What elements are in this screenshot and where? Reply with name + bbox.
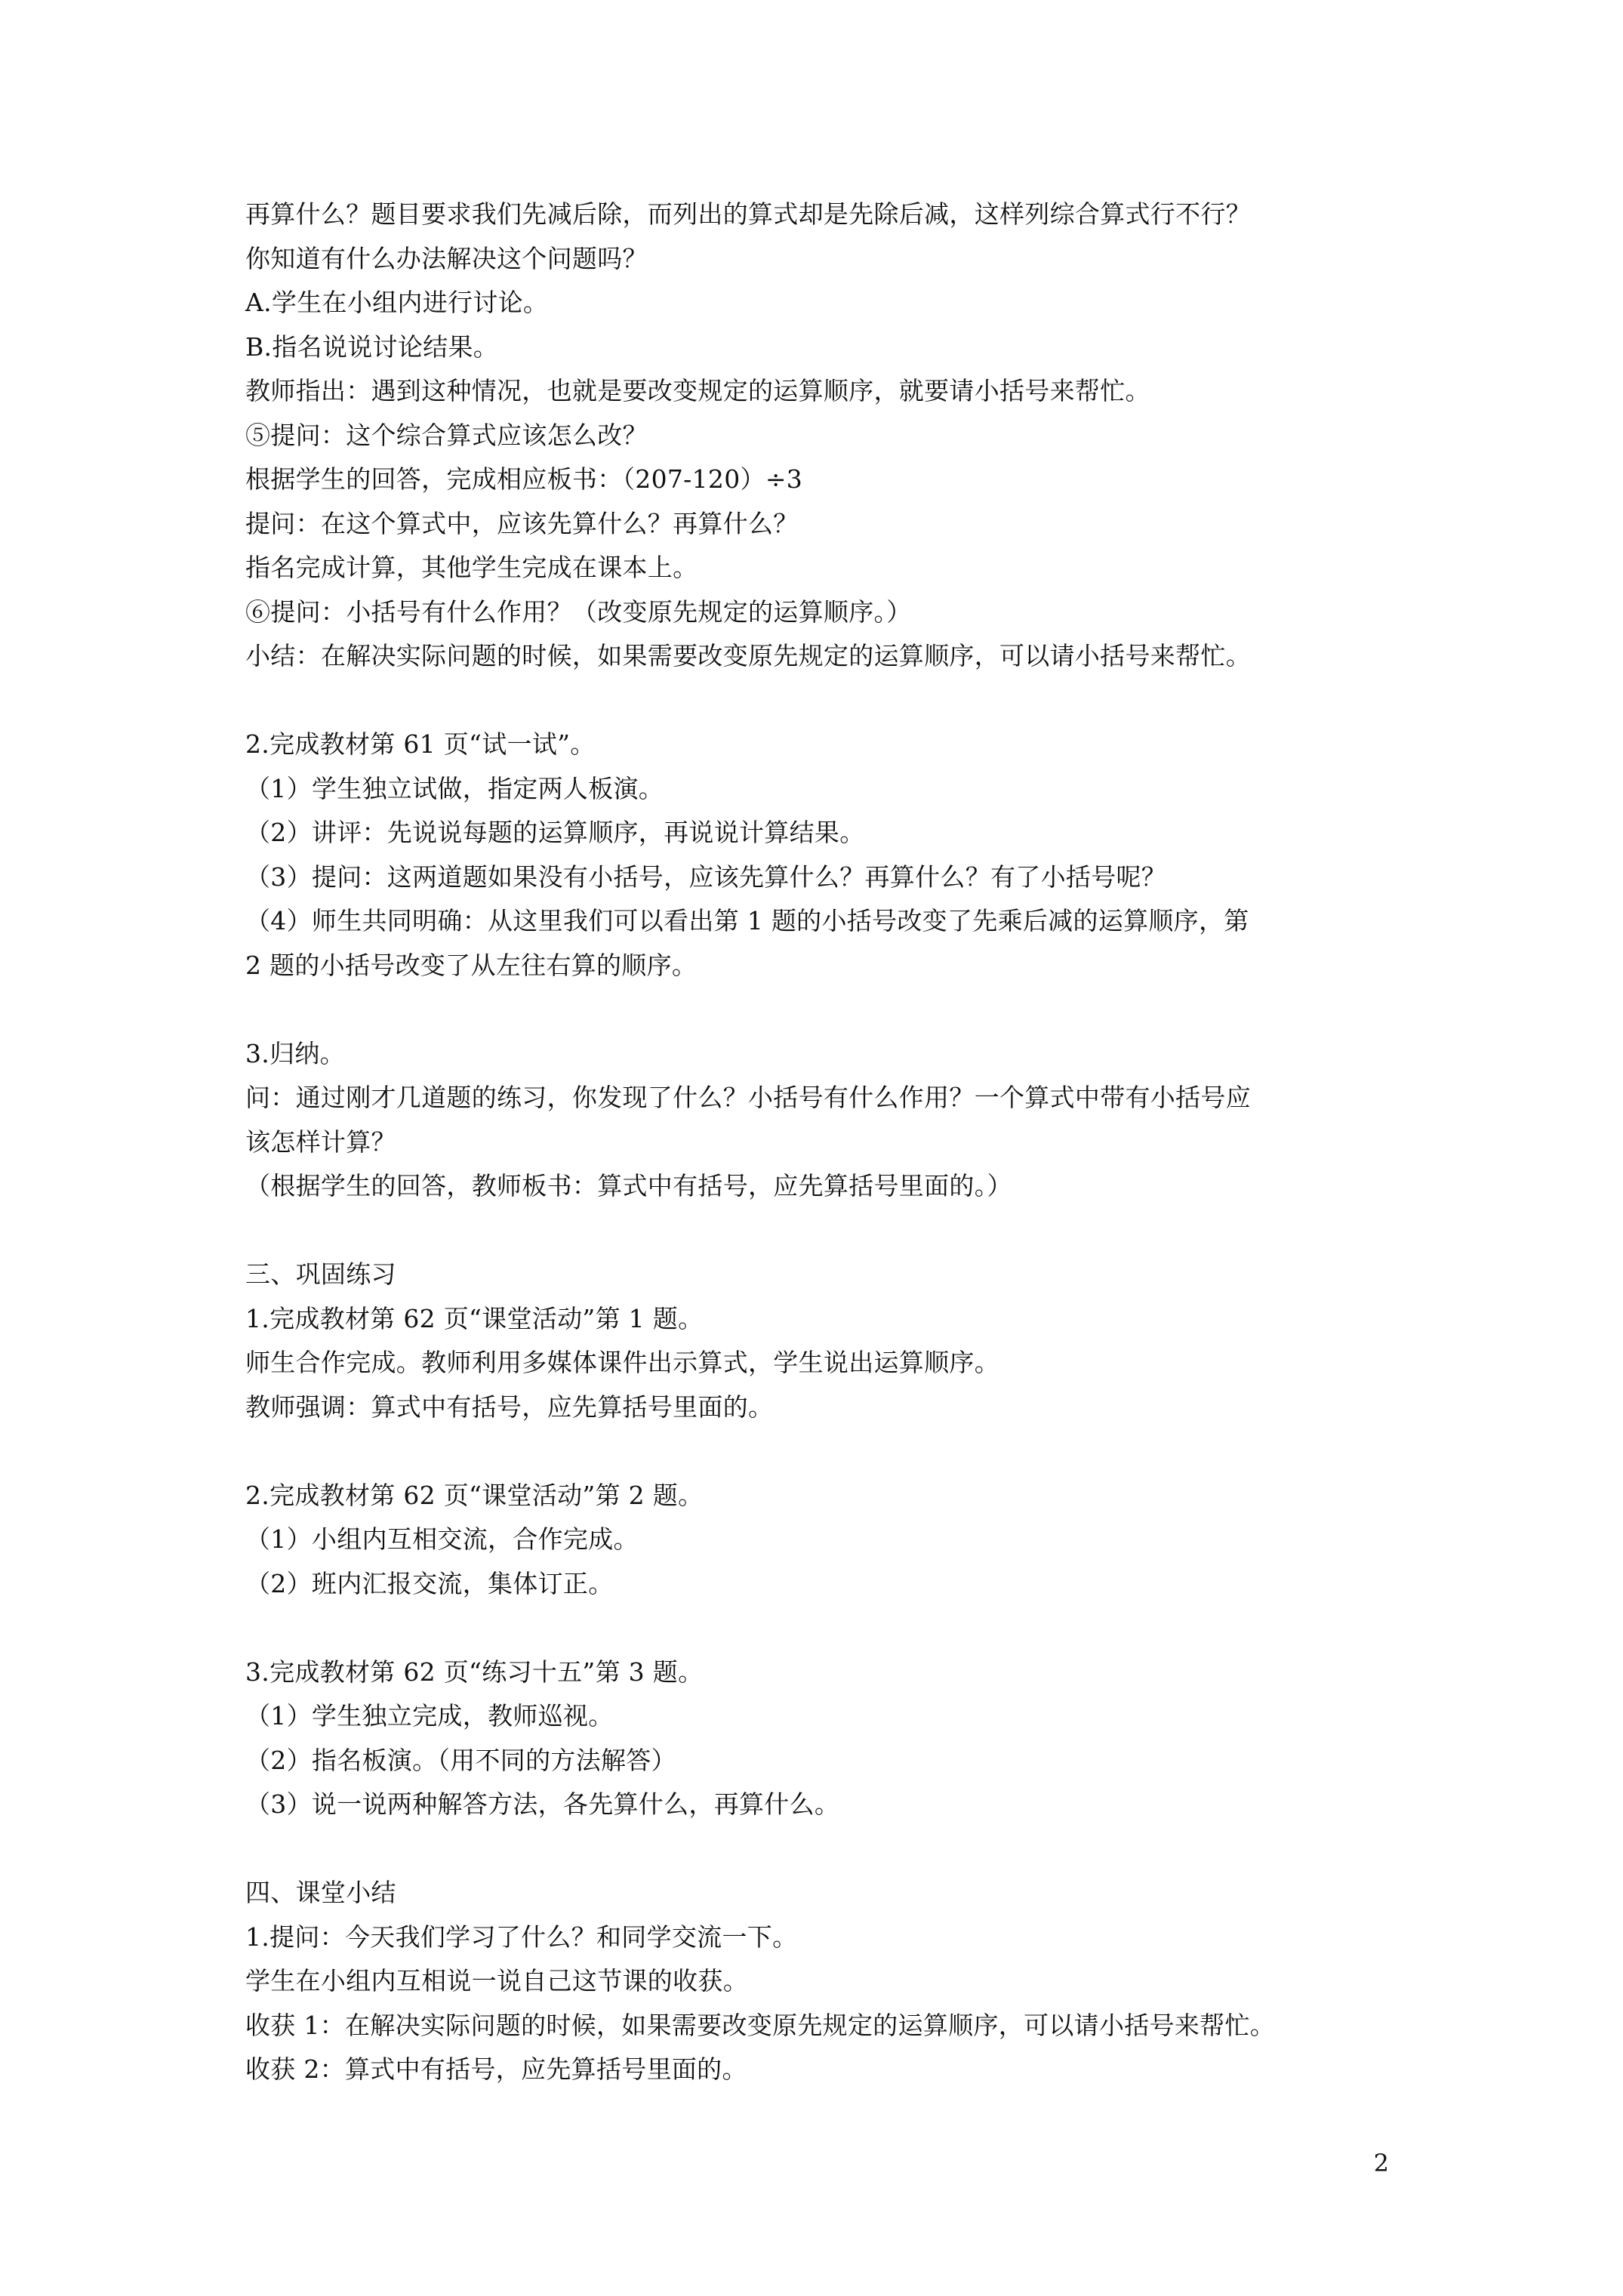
text-line: ⑤提问：这个综合算式应该怎么改？	[245, 420, 648, 450]
text-line: B.指名说说讨论结果。	[245, 331, 499, 362]
text-line: 提问：在这个算式中，应该先算什么？再算什么？	[245, 508, 799, 538]
text-line: 指名完成计算，其他学生完成在课本上。	[245, 553, 698, 582]
text-line: （4）师生共同明确：从这里我们可以看出第 1 题的小括号改变了先乘后减的运算顺序，第	[245, 906, 1249, 935]
text-line: 收获 2：算式中有括号，应先算括号里面的。	[245, 2054, 747, 2084]
text-line: 该怎样计算？	[245, 1126, 396, 1157]
blank-line	[245, 988, 1393, 1032]
text-line: （2）班内汇报交流，集体订正。	[245, 1568, 614, 1598]
text-line: 1.提问：今天我们学习了什么？和同学交流一下。	[245, 1922, 798, 1952]
page-number: 2	[1373, 2149, 1389, 2177]
text-line: （1）小组内互相交流，合作完成。	[245, 1524, 639, 1554]
text-line: 小结：在解决实际问题的时候，如果需要改变原先规定的运算顺序，可以请小括号来帮忙。	[245, 641, 1251, 670]
text-line: 师生合作完成。教师利用多媒体课件出示算式，学生说出运算顺序。	[245, 1348, 999, 1377]
text-line: 3.完成教材第 62 页“练习十五”第 3 题。	[245, 1657, 704, 1687]
document-body	[245, 193, 1393, 2092]
text-line: 2.完成教材第 62 页“课堂活动”第 2 题。	[245, 1480, 704, 1510]
blank-line	[245, 1606, 1393, 1650]
text-line: （2）讲评：先说说每题的运算顺序，再说说计算结果。	[245, 818, 865, 847]
text-line: （3）提问：这两道题如果没有小括号，应该先算什么？再算什么？有了小括号呢？	[245, 861, 1167, 892]
blank-line	[245, 1209, 1393, 1253]
text-line: 根据学生的回答，完成相应板书：（207-120）÷3	[245, 464, 803, 494]
blank-line	[245, 1429, 1393, 1474]
text-line: （1）学生独立完成，教师巡视。	[245, 1701, 614, 1730]
text-line: 你知道有什么办法解决这个问题吗？	[245, 243, 648, 273]
text-line: 学生在小组内互相说一说自己这节课的收获。	[245, 1966, 748, 1996]
text-line: 三、巩固练习	[245, 1259, 396, 1289]
blank-line	[245, 679, 1393, 723]
text-line: （3）说一说两种解答方法，各先算什么，再算什么。	[245, 1789, 840, 1819]
text-line: 四、课堂小结	[245, 1878, 396, 1907]
text-line: 教师指出：遇到这种情况，也就是要改变规定的运算顺序，就要请小括号来帮忙。	[245, 376, 1150, 405]
text-line: 3.归纳。	[245, 1038, 345, 1068]
text-line: 1.完成教材第 62 页“课堂活动”第 1 题。	[245, 1303, 704, 1333]
text-line: 问：通过刚才几道题的练习，你发现了什么？小括号有什么作用？一个算式中带有小括号应	[245, 1083, 1251, 1112]
text-line: （2）指名板演。（用不同的方法解答）	[245, 1745, 676, 1775]
text-line: A.学生在小组内进行讨论。	[245, 288, 549, 317]
text-line: （1）学生独立试做，指定两人板演。	[245, 773, 664, 803]
text-line: （根据学生的回答，教师板书：算式中有括号，应先算括号里面的。）	[245, 1171, 1012, 1200]
text-line: 2.完成教材第 61 页“试一试”。	[245, 729, 596, 759]
text-line: 教师强调：算式中有括号，应先算括号里面的。	[245, 1391, 774, 1422]
text-line: 2 题的小括号改变了从左往右算的顺序。	[245, 950, 698, 980]
text-line: ⑥提问：小括号有什么作用？（改变原先规定的运算顺序。）	[245, 596, 912, 627]
blank-line	[245, 1827, 1393, 1872]
text-line: 收获 1：在解决实际问题的时候，如果需要改变原先规定的运算顺序，可以请小括号来帮忙。	[245, 2010, 1276, 2040]
text-line: 再算什么？题目要求我们先减后除，而列出的算式却是先除后减，这样列综合算式行不行？	[245, 199, 1251, 229]
